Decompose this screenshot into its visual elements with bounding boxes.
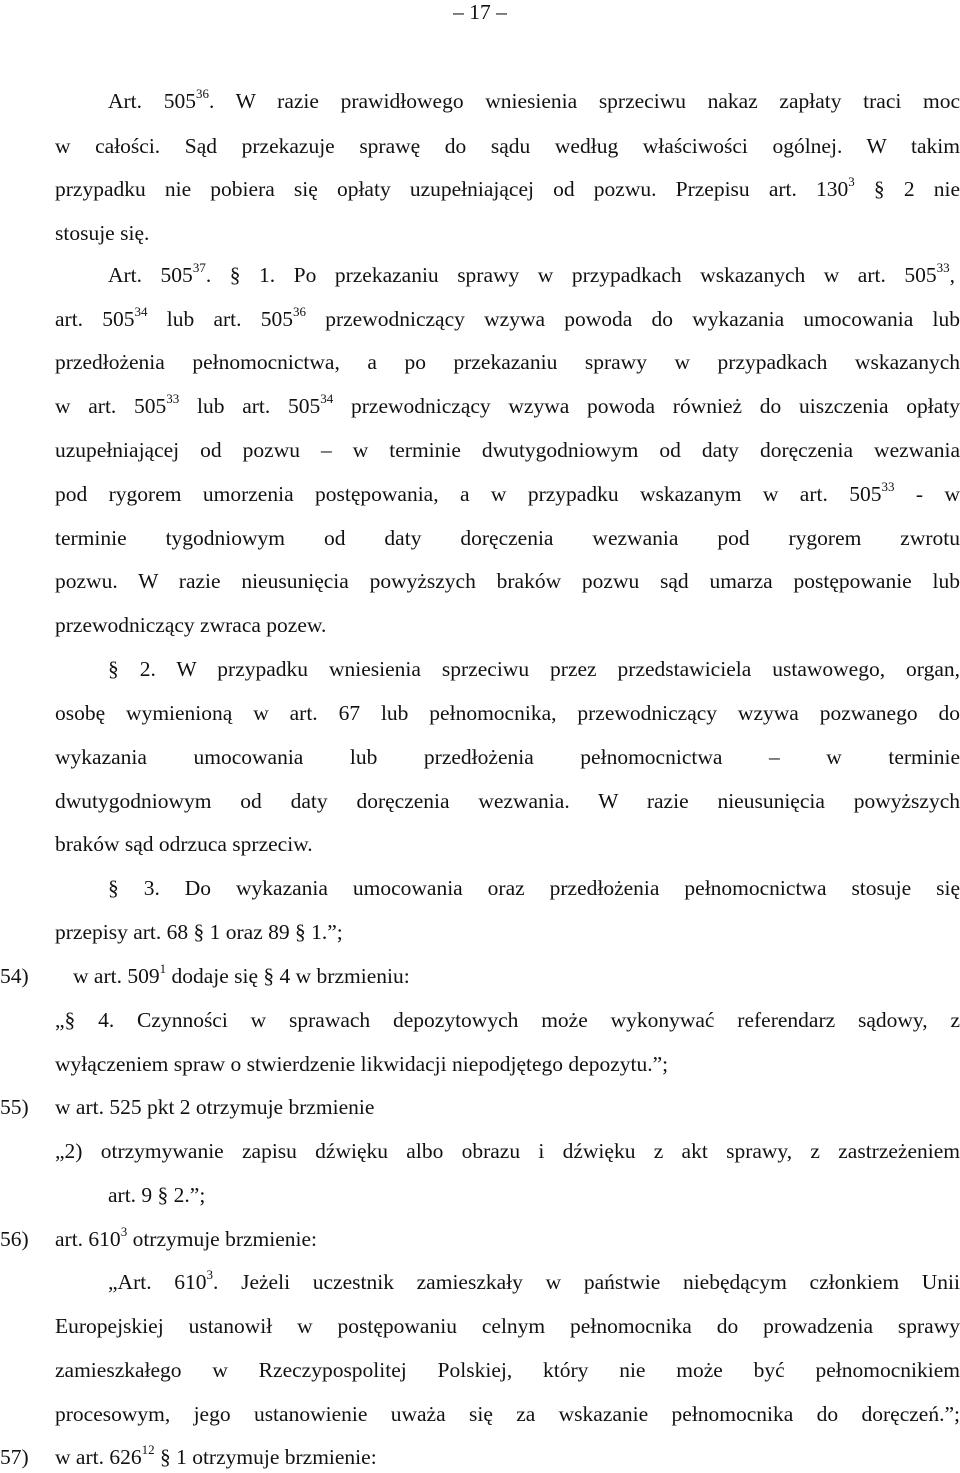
- superscript: 3: [848, 174, 855, 189]
- text-line: [55, 1097, 555, 1119]
- superscript: 34: [134, 304, 148, 319]
- text-run: Art. 505: [108, 89, 196, 113]
- text-run: w art. 505: [55, 394, 167, 418]
- text-line: [55, 1141, 960, 1163]
- text-run: art. 610: [55, 1227, 121, 1251]
- text-run: § 2 nie: [854, 177, 960, 201]
- text-line: [55, 440, 960, 462]
- text-line: [108, 1185, 408, 1207]
- superscript: 34: [320, 391, 334, 406]
- text-run: - w: [894, 482, 960, 506]
- text-line: [55, 174, 960, 201]
- text-line: [55, 136, 960, 158]
- text-line: [55, 1224, 555, 1251]
- text-line: [55, 1010, 960, 1032]
- text-run: § 2. W przypadku wniesienia sprzeciwu przez przedstawiciela ustawowego, organ,: [108, 657, 960, 681]
- text-run: w art. 509: [73, 964, 160, 988]
- superscript: 3: [206, 1267, 214, 1282]
- text-run: terminie tygodniowym od daty doręczenia wezwania pod rygorem zwrotu: [55, 526, 960, 550]
- text-run: osobę wymienioną w art. 67 lub pełnomocnika, przewodniczący wzywa pozwanego do: [55, 701, 960, 725]
- text-run: przewodniczący wzywa powoda również do uiszczenia opłaty: [333, 394, 960, 418]
- text-run: przepisy art. 68 § 1 oraz 89 § 1.”;: [55, 920, 343, 944]
- text-line: [108, 260, 955, 287]
- text-line: [55, 922, 455, 944]
- text-line: [108, 86, 960, 113]
- text-line: [55, 528, 960, 550]
- text-run: otrzymuje brzmienie:: [127, 1227, 318, 1251]
- text-run: dwutygodniowym od daty doręczenia wezwania. W razie nieusunięcia powyższych: [55, 789, 960, 813]
- text-run: wyłączeniem spraw o stwierdzenie likwidacji niepodjętego depozytu.”;: [55, 1052, 669, 1076]
- text-run: Europejskiej ustanowił w postępowaniu celnym pełnomocnika do prowadzenia sprawy: [55, 1314, 960, 1338]
- text-run: przewodniczący zwraca pozew.: [55, 613, 327, 637]
- text-line: [55, 834, 455, 856]
- text-line: [73, 961, 573, 988]
- superscript: 33: [936, 260, 950, 275]
- text-run: przewodniczący wzywa powoda do wykazania umocowania lub: [306, 307, 960, 331]
- text-run: Art. 505: [108, 263, 193, 287]
- text-line: [55, 391, 960, 418]
- superscript: 36: [293, 304, 306, 319]
- item-54-number: 54): [0, 964, 29, 988]
- text-run: w art. 525 pkt 2 otrzymuje brzmienie: [55, 1095, 375, 1119]
- text-run: przypadku nie pobiera się opłaty uzupełniającej od pozwu. Przepisu art. 130: [55, 177, 849, 201]
- text-run: braków sąd odrzuca sprzeciw.: [55, 832, 313, 856]
- text-run: zamieszkałego w Rzeczypospolitej Polskiej, który nie może być pełnomocnikiem: [55, 1358, 960, 1382]
- item-55-number: 55): [0, 1095, 29, 1119]
- text-line: [55, 747, 960, 769]
- text-run: art. 9 § 2.”;: [108, 1183, 206, 1207]
- text-line: [55, 304, 960, 331]
- item-57-number: 57): [0, 1445, 29, 1469]
- text-line: [108, 878, 960, 900]
- text-run: dodaje się § 4 w brzmieniu:: [166, 964, 410, 988]
- text-run: pod rygorem umorzenia postępowania, a w przypadku wskazanym w art. 505: [55, 482, 882, 506]
- text-line: [55, 479, 960, 506]
- text-run: wykazania umocowania lub przedłożenia pełnomocnictwa – w terminie: [55, 745, 960, 769]
- text-run: w całości. Sąd przekazuje sprawę do sądu według właściwości ogólnej. W takim: [55, 134, 960, 158]
- text-line: [55, 352, 960, 374]
- text-run: ,: [949, 263, 955, 287]
- text-line: [55, 223, 355, 245]
- text-line: [108, 659, 960, 681]
- text-run: „§ 4. Czynności w sprawach depozytowych może wykonywać referendarz sądowy, z: [55, 1008, 960, 1032]
- text-run: „Art. 610: [108, 1270, 207, 1294]
- text-run: przedłożenia pełnomocnictwa, a po przekazaniu sprawy w przypadkach wskazanych: [55, 350, 960, 374]
- superscript: 33: [881, 479, 895, 494]
- item-56-number: 56): [0, 1227, 29, 1251]
- superscript: 1: [159, 961, 167, 976]
- text-run: § 1 otrzymuje brzmienie:: [154, 1445, 377, 1469]
- text-run: „2) otrzymywanie zapisu dźwięku albo obrazu i dźwięku z akt sprawy, z zastrzeżeniem: [55, 1139, 960, 1163]
- text-line: [55, 615, 455, 637]
- text-run: art. 505: [55, 307, 135, 331]
- superscript: 37: [192, 260, 206, 275]
- text-run: . § 1. Po przekazaniu sprawy w przypadkach wskazanych w art. 505: [205, 263, 937, 287]
- text-line: [55, 1054, 855, 1076]
- text-line: [55, 1360, 960, 1382]
- text-line: [55, 791, 960, 813]
- superscript: 12: [141, 1442, 155, 1457]
- text-line: [55, 1442, 555, 1469]
- text-run: stosuje się.: [55, 221, 150, 245]
- text-run: § 3. Do wykazania umocowania oraz przedłożenia pełnomocnictwa stosuje się: [108, 876, 960, 900]
- text-run: pozwu. W razie nieusunięcia powyższych braków pozwu sąd umarza postępowanie lub: [55, 569, 960, 593]
- text-run: lub art. 505: [147, 307, 293, 331]
- text-run: lub art. 505: [179, 394, 321, 418]
- text-line: [55, 1404, 960, 1426]
- superscript: 3: [120, 1224, 128, 1239]
- text-line: [55, 1316, 960, 1338]
- text-run: . W razie prawidłowego wniesienia sprzeciwu nakaz zapłaty traci moc: [208, 89, 960, 113]
- text-line: [108, 1267, 960, 1294]
- text-line: [55, 571, 960, 593]
- superscript: 33: [166, 391, 180, 406]
- page-number: – 17 –: [453, 0, 507, 24]
- superscript: 36: [195, 86, 209, 101]
- text-run: procesowym, jego ustanowienie uważa się za wskazanie pełnomocnika do doręczeń.”;: [55, 1402, 960, 1426]
- text-line: [55, 703, 960, 725]
- text-run: uzupełniającej od pozwu – w terminie dwutygodniowym od daty doręczenia wezwania: [55, 438, 960, 462]
- text-run: . Jeżeli uczestnik zamieszkały w państwie niebędącym członkiem Unii: [213, 1270, 960, 1294]
- text-run: w art. 626: [55, 1445, 142, 1469]
